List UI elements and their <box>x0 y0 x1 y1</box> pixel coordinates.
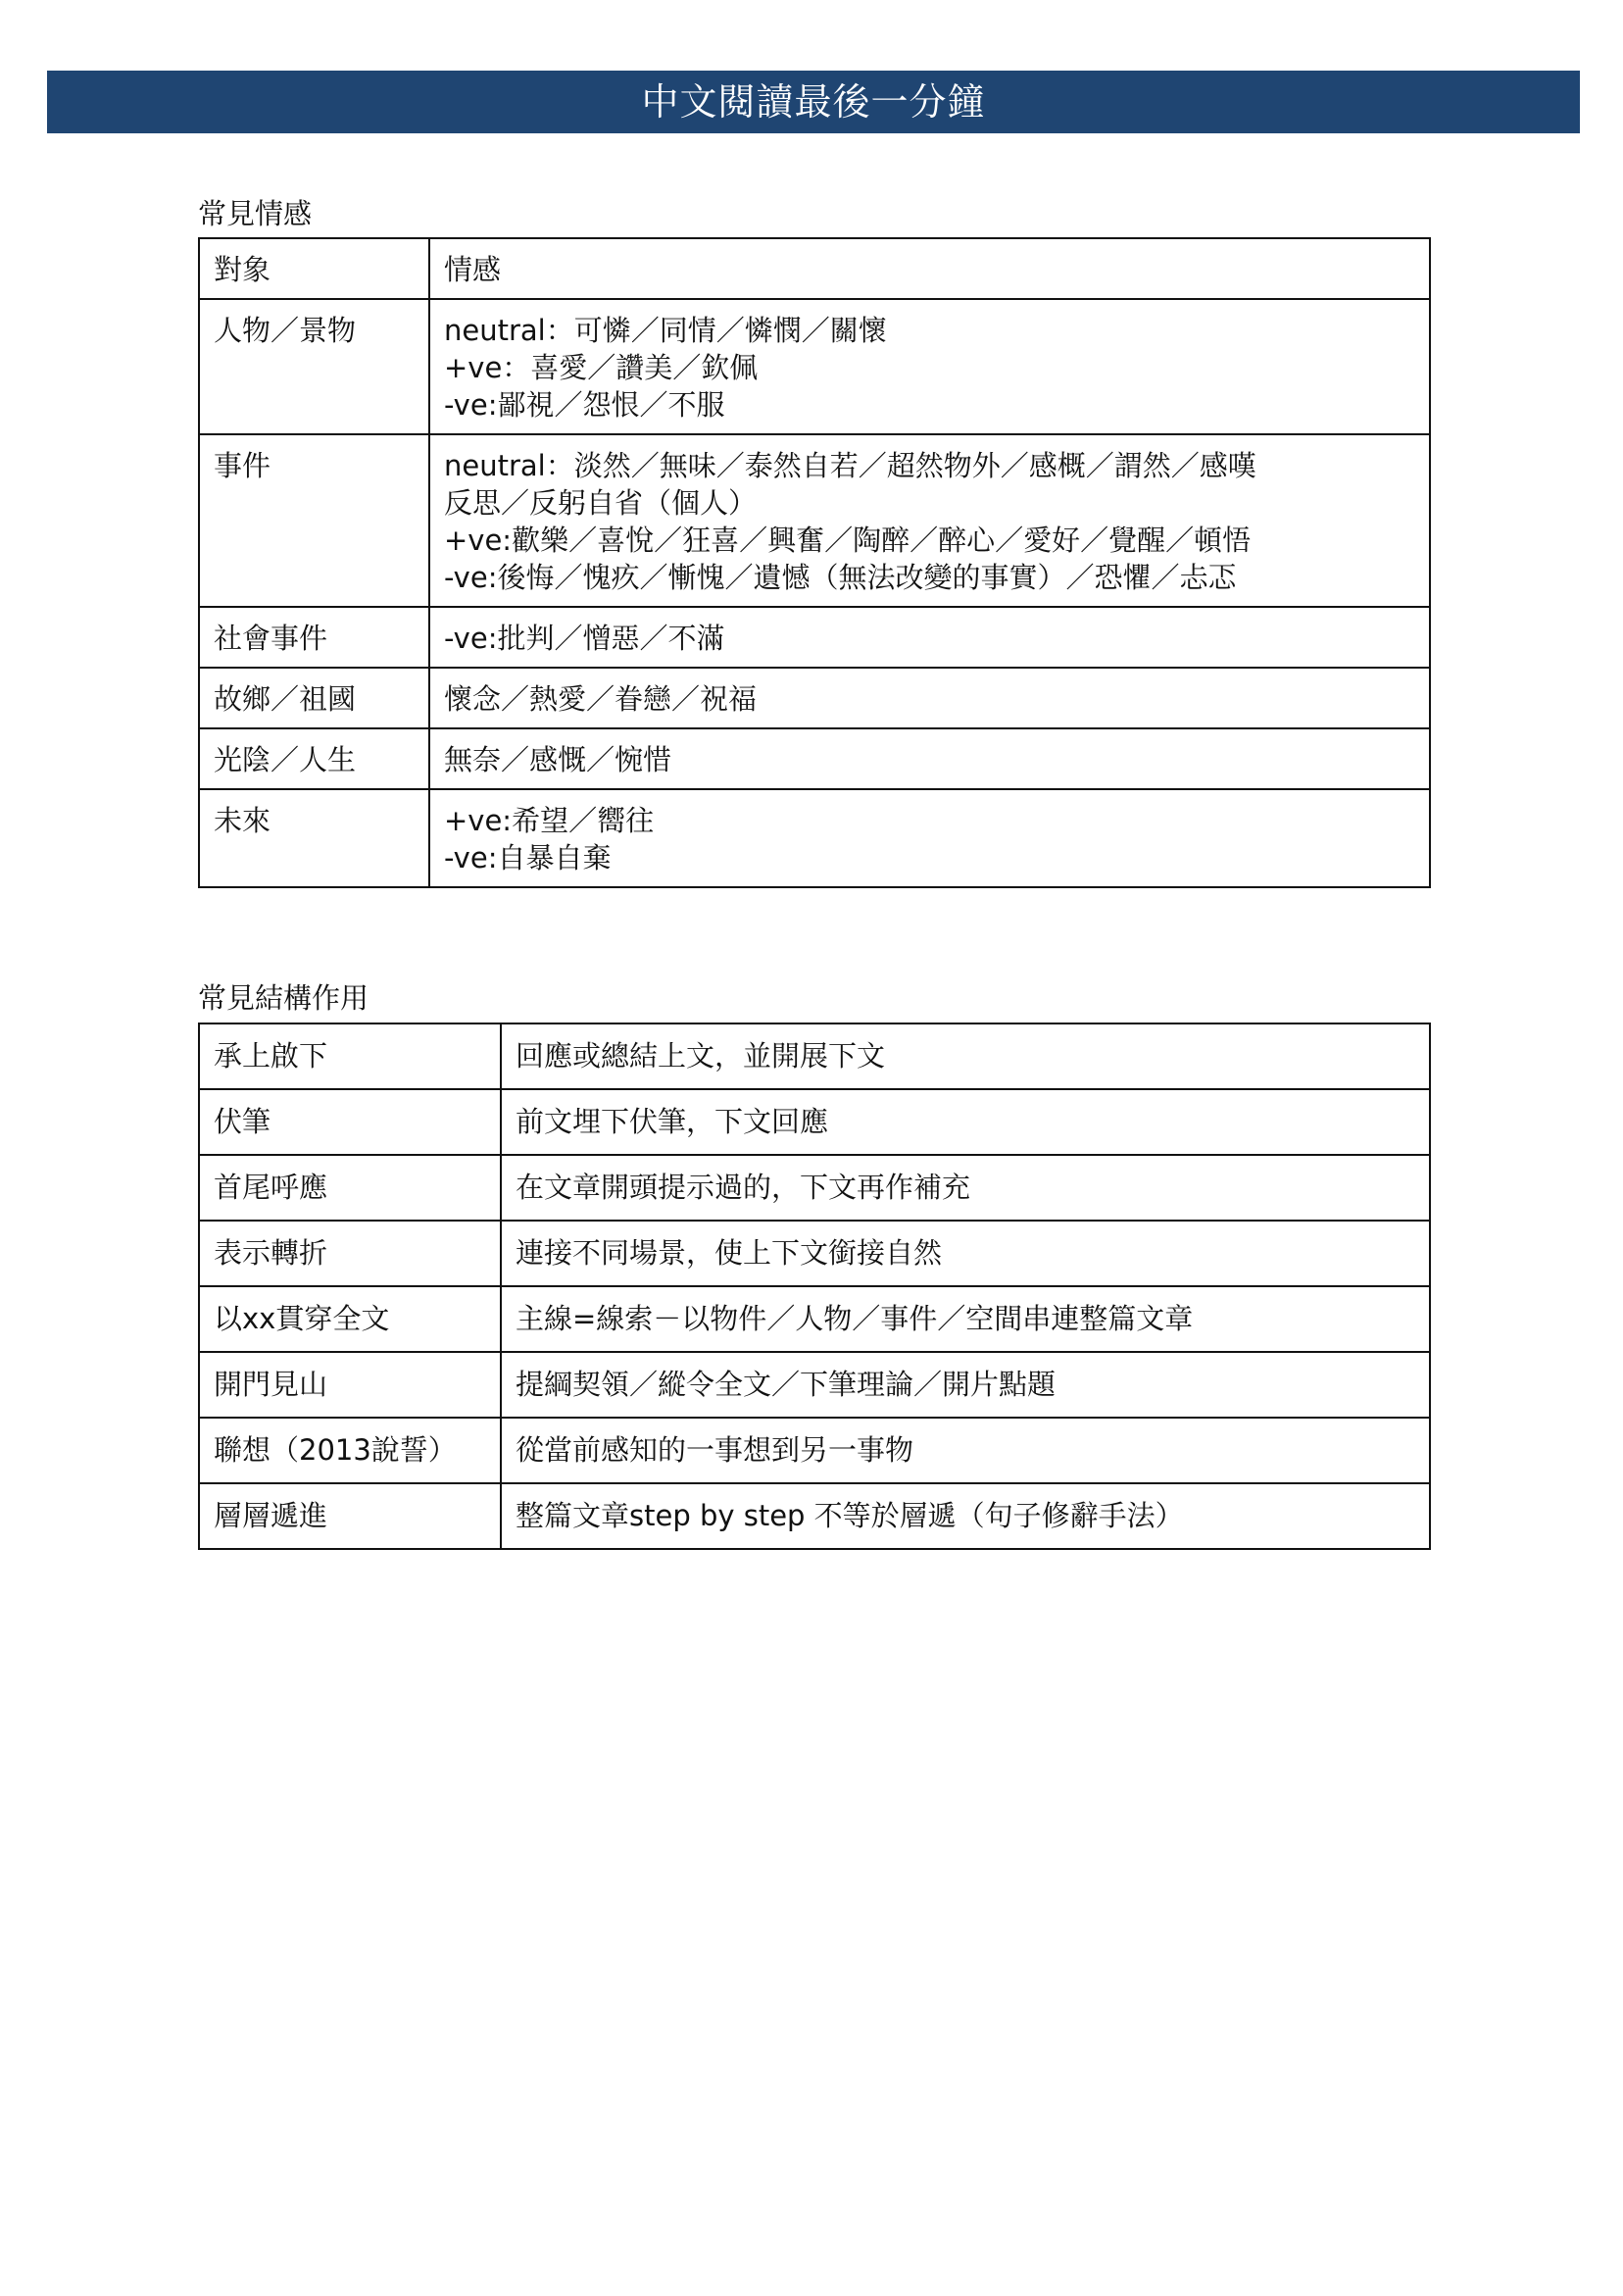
table-row <box>199 1155 1430 1221</box>
table-row <box>199 1483 1430 1549</box>
meaning-cell: 主線=線索－以物件／人物／事件／空間串連整篇文章 <box>501 1286 1430 1352</box>
emotion-line: 懷念／熱愛／眷戀／祝福 <box>444 682 758 716</box>
emotion-line: +ve:希望／嚮往 <box>444 804 655 837</box>
emotion-line: -ve:後悔／愧疚／慚愧／遺憾（無法改變的事實）／恐懼／忐忑 <box>444 561 1237 594</box>
subject-cell: 光陰／人生 <box>199 728 429 789</box>
meaning-cell: 連接不同場景，使上下文銜接自然 <box>501 1221 1430 1286</box>
emotion-cell <box>429 299 1430 434</box>
meaning-cell: 提綱契領／縱令全文／下筆理論／開片點題 <box>501 1352 1430 1418</box>
subject-cell: 社會事件 <box>199 607 429 668</box>
term-cell: 承上啟下 <box>199 1023 501 1089</box>
emotion-line: 反思／反躬自省（個人） <box>444 486 758 520</box>
term-cell: 聯想（2013說誓） <box>199 1418 501 1483</box>
column-header-subject: 對象 <box>199 238 429 299</box>
emotion-cell <box>429 789 1430 887</box>
term-cell: 表示轉折 <box>199 1221 501 1286</box>
table-row <box>199 607 1430 668</box>
column-header-emotion: 情感 <box>429 238 1430 299</box>
meaning-cell: 前文埋下伏筆，下文回應 <box>501 1089 1430 1155</box>
term-cell: 首尾呼應 <box>199 1155 501 1221</box>
structures-section-title: 常見結構作用 <box>198 981 369 1015</box>
emotion-line: -ve:自暴自棄 <box>444 841 612 874</box>
meaning-cell: 在文章開頭提示過的，下文再作補充 <box>501 1155 1430 1221</box>
emotion-cell <box>429 607 1430 668</box>
emotions-section-title: 常見情感 <box>198 197 313 230</box>
subject-cell: 未來 <box>199 789 429 887</box>
emotion-line: neutral：可憐／同情／憐憫／關懷 <box>444 314 887 347</box>
emotion-cell <box>429 434 1430 607</box>
table-row <box>199 1089 1430 1155</box>
meaning-cell: 回應或總結上文，並開展下文 <box>501 1023 1430 1089</box>
subject-cell: 人物／景物 <box>199 299 429 434</box>
meaning-cell: 整篇文章step by step 不等於層遞（句子修辭手法） <box>501 1483 1430 1549</box>
table-row <box>199 668 1430 728</box>
subject-cell: 故鄉／祖國 <box>199 668 429 728</box>
title-banner <box>47 71 1580 133</box>
emotions-header-row <box>199 238 1430 299</box>
emotion-line: 無奈／感慨／惋惜 <box>444 743 672 776</box>
emotion-line: +ve：喜愛／讚美／欽佩 <box>444 351 759 384</box>
table-row <box>199 789 1430 887</box>
term-cell: 開門見山 <box>199 1352 501 1418</box>
emotion-line: -ve:批判／憎惡／不滿 <box>444 622 725 655</box>
table-row <box>199 299 1430 434</box>
emotion-line: +ve:歡樂／喜悅／狂喜／興奮／陶醉／醉心／愛好／覺醒／頓悟 <box>444 524 1252 557</box>
emotion-line: -ve:鄙視／怨恨／不服 <box>444 388 725 422</box>
emotion-line: neutral：淡然／無味／泰然自若／超然物外／感概／謂然／感嘆 <box>444 449 1256 482</box>
table-row <box>199 1221 1430 1286</box>
table-row <box>199 1286 1430 1352</box>
meaning-cell: 從當前感知的一事想到另一事物 <box>501 1418 1430 1483</box>
table-row <box>199 434 1430 607</box>
term-cell: 層層遞進 <box>199 1483 501 1549</box>
structures-table <box>198 1023 1431 1550</box>
emotions-table <box>198 237 1431 888</box>
table-row <box>199 1352 1430 1418</box>
emotion-cell <box>429 728 1430 789</box>
table-row <box>199 1418 1430 1483</box>
emotion-cell <box>429 668 1430 728</box>
table-row <box>199 728 1430 789</box>
term-cell: 伏筆 <box>199 1089 501 1155</box>
page-title: 中文閱讀最後一分鐘 <box>641 80 986 124</box>
subject-cell: 事件 <box>199 434 429 607</box>
table-row <box>199 1023 1430 1089</box>
term-cell: 以xx貫穿全文 <box>199 1286 501 1352</box>
